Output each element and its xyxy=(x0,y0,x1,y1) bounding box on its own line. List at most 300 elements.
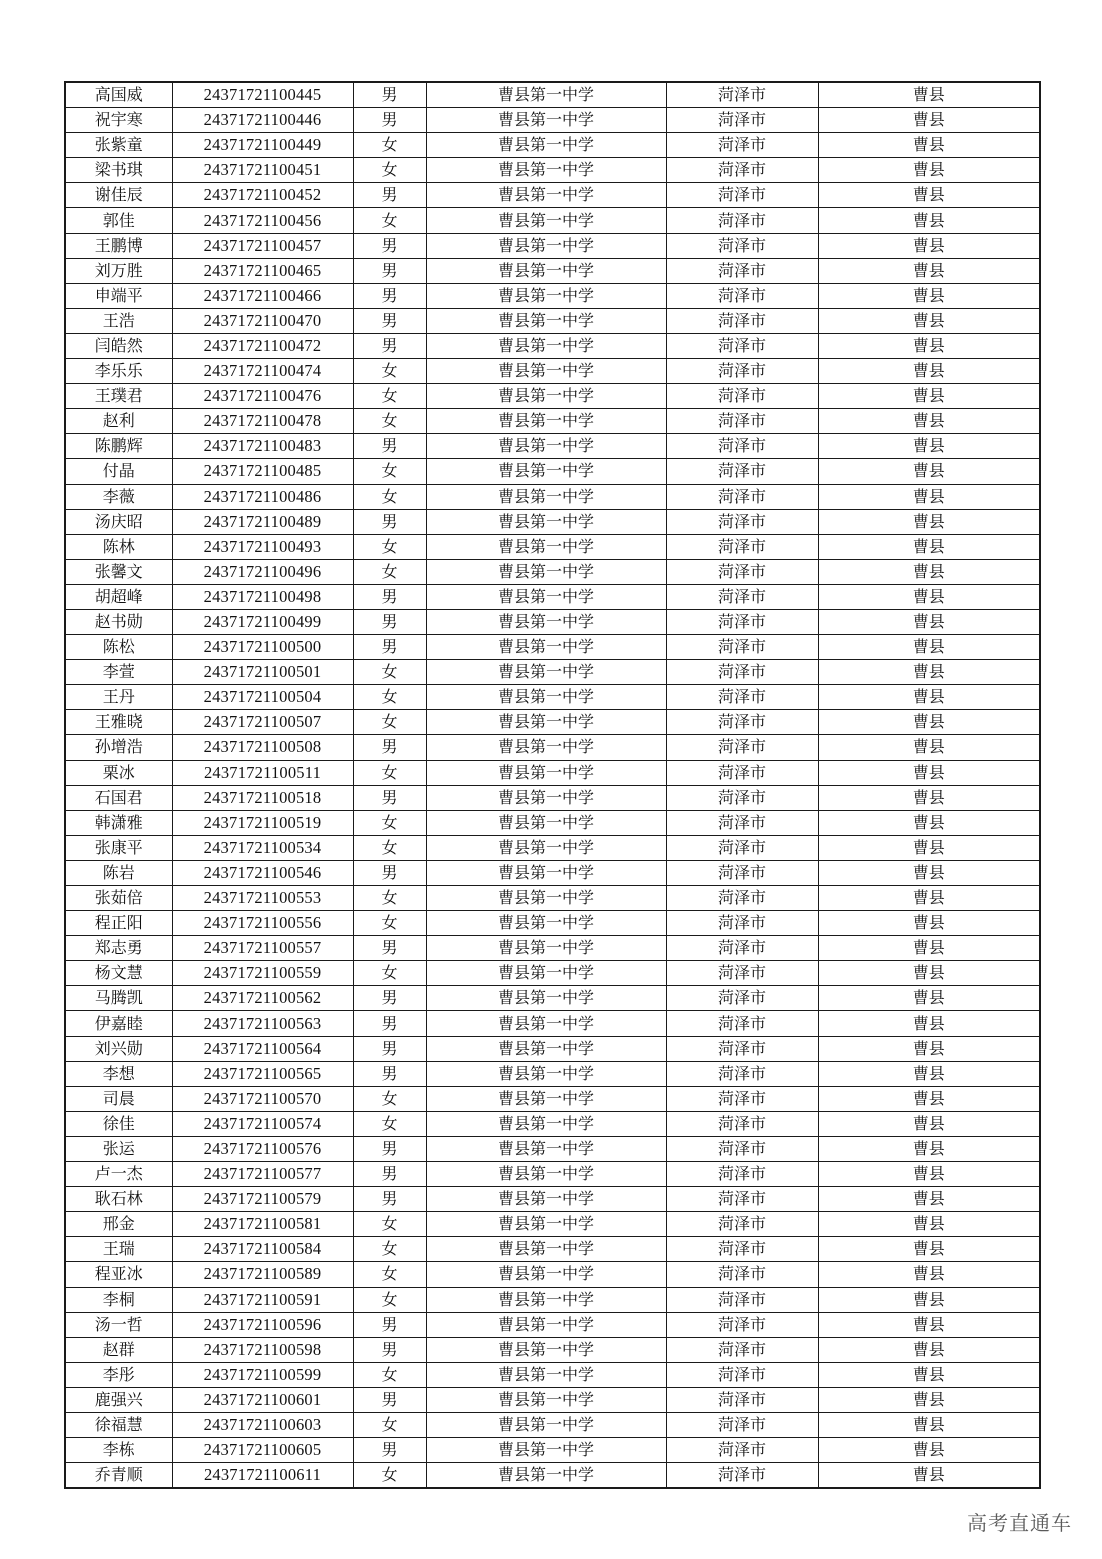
student-exam-id: 24371721100564 xyxy=(172,1036,353,1061)
roster-body xyxy=(65,82,1040,1488)
table-row xyxy=(65,810,1040,835)
student-gender: 女 xyxy=(353,961,426,986)
student-county: 曹县 xyxy=(818,685,1040,710)
student-school: 曹县第一中学 xyxy=(426,258,666,283)
student-gender: 男 xyxy=(353,1162,426,1187)
student-name: 李桐 xyxy=(65,1287,172,1312)
student-school: 曹县第一中学 xyxy=(426,333,666,358)
student-county: 曹县 xyxy=(818,936,1040,961)
table-row xyxy=(65,384,1040,409)
student-gender: 男 xyxy=(353,1061,426,1086)
student-school: 曹县第一中学 xyxy=(426,1162,666,1187)
student-exam-id: 24371721100456 xyxy=(172,208,353,233)
table-row xyxy=(65,459,1040,484)
student-school: 曹县第一中学 xyxy=(426,635,666,660)
student-city: 菏泽市 xyxy=(666,208,818,233)
student-name: 闫皓然 xyxy=(65,333,172,358)
student-school: 曹县第一中学 xyxy=(426,609,666,634)
student-exam-id: 24371721100534 xyxy=(172,835,353,860)
watermark-text: 高考直通车 xyxy=(967,1511,1072,1535)
student-county: 曹县 xyxy=(818,860,1040,885)
student-name: 李萱 xyxy=(65,660,172,685)
student-school: 曹县第一中学 xyxy=(426,359,666,384)
student-name: 赵利 xyxy=(65,409,172,434)
student-city: 菏泽市 xyxy=(666,760,818,785)
student-city: 菏泽市 xyxy=(666,233,818,258)
table-row xyxy=(65,1111,1040,1136)
student-school: 曹县第一中学 xyxy=(426,1337,666,1362)
student-city: 菏泽市 xyxy=(666,1463,818,1489)
student-gender: 男 xyxy=(353,333,426,358)
student-name: 付晶 xyxy=(65,459,172,484)
student-gender: 女 xyxy=(353,810,426,835)
student-name: 梁书琪 xyxy=(65,158,172,183)
student-exam-id: 24371721100598 xyxy=(172,1337,353,1362)
student-name: 徐福慧 xyxy=(65,1412,172,1437)
student-school: 曹县第一中学 xyxy=(426,835,666,860)
student-city: 菏泽市 xyxy=(666,534,818,559)
student-name: 程亚冰 xyxy=(65,1262,172,1287)
student-exam-id: 24371721100501 xyxy=(172,660,353,685)
student-exam-id: 24371721100599 xyxy=(172,1362,353,1387)
table-row xyxy=(65,735,1040,760)
student-school: 曹县第一中学 xyxy=(426,735,666,760)
student-name: 李薇 xyxy=(65,484,172,509)
student-gender: 女 xyxy=(353,1111,426,1136)
student-name: 司晨 xyxy=(65,1086,172,1111)
student-school: 曹县第一中学 xyxy=(426,133,666,158)
student-school: 曹县第一中学 xyxy=(426,1036,666,1061)
student-county: 曹县 xyxy=(818,1136,1040,1161)
student-gender: 男 xyxy=(353,860,426,885)
student-school: 曹县第一中学 xyxy=(426,1312,666,1337)
student-name: 赵群 xyxy=(65,1337,172,1362)
student-name: 张康平 xyxy=(65,835,172,860)
student-gender: 男 xyxy=(353,1187,426,1212)
student-city: 菏泽市 xyxy=(666,1312,818,1337)
student-gender: 女 xyxy=(353,409,426,434)
student-name: 李乐乐 xyxy=(65,359,172,384)
student-gender: 女 xyxy=(353,1212,426,1237)
student-county: 曹县 xyxy=(818,1362,1040,1387)
student-county: 曹县 xyxy=(818,635,1040,660)
student-county: 曹县 xyxy=(818,961,1040,986)
student-gender: 女 xyxy=(353,1412,426,1437)
student-county: 曹县 xyxy=(818,409,1040,434)
student-gender: 女 xyxy=(353,359,426,384)
student-city: 菏泽市 xyxy=(666,710,818,735)
student-county: 曹县 xyxy=(818,434,1040,459)
student-county: 曹县 xyxy=(818,1086,1040,1111)
student-gender: 男 xyxy=(353,936,426,961)
student-city: 菏泽市 xyxy=(666,1212,818,1237)
table-row xyxy=(65,785,1040,810)
student-county: 曹县 xyxy=(818,1162,1040,1187)
student-gender: 女 xyxy=(353,1362,426,1387)
student-exam-id: 24371721100596 xyxy=(172,1312,353,1337)
student-gender: 女 xyxy=(353,911,426,936)
student-name: 王璞君 xyxy=(65,384,172,409)
student-city: 菏泽市 xyxy=(666,986,818,1011)
student-gender: 女 xyxy=(353,534,426,559)
student-gender: 男 xyxy=(353,183,426,208)
student-name: 汤庆昭 xyxy=(65,509,172,534)
student-gender: 男 xyxy=(353,1312,426,1337)
student-gender: 女 xyxy=(353,1287,426,1312)
student-city: 菏泽市 xyxy=(666,509,818,534)
student-exam-id: 24371721100508 xyxy=(172,735,353,760)
student-school: 曹县第一中学 xyxy=(426,208,666,233)
student-school: 曹县第一中学 xyxy=(426,810,666,835)
table-row xyxy=(65,258,1040,283)
table-row xyxy=(65,1337,1040,1362)
student-exam-id: 24371721100557 xyxy=(172,936,353,961)
student-exam-id: 24371721100556 xyxy=(172,911,353,936)
student-city: 菏泽市 xyxy=(666,635,818,660)
table-row xyxy=(65,108,1040,133)
student-county: 曹县 xyxy=(818,1237,1040,1262)
student-county: 曹县 xyxy=(818,208,1040,233)
table-row xyxy=(65,886,1040,911)
student-gender: 男 xyxy=(353,434,426,459)
student-school: 曹县第一中学 xyxy=(426,158,666,183)
table-row xyxy=(65,1011,1040,1036)
student-county: 曹县 xyxy=(818,509,1040,534)
student-gender: 男 xyxy=(353,635,426,660)
student-city: 菏泽市 xyxy=(666,108,818,133)
table-row xyxy=(65,534,1040,559)
table-row xyxy=(65,685,1040,710)
student-city: 菏泽市 xyxy=(666,1061,818,1086)
table-row xyxy=(65,434,1040,459)
student-gender: 男 xyxy=(353,258,426,283)
student-city: 菏泽市 xyxy=(666,258,818,283)
student-name: 程正阳 xyxy=(65,911,172,936)
student-gender: 女 xyxy=(353,685,426,710)
student-county: 曹县 xyxy=(818,1187,1040,1212)
student-city: 菏泽市 xyxy=(666,133,818,158)
student-exam-id: 24371721100498 xyxy=(172,584,353,609)
student-name: 陈鹏辉 xyxy=(65,434,172,459)
student-gender: 男 xyxy=(353,1337,426,1362)
student-exam-id: 24371721100496 xyxy=(172,559,353,584)
student-gender: 女 xyxy=(353,158,426,183)
student-county: 曹县 xyxy=(818,1387,1040,1412)
table-row xyxy=(65,509,1040,534)
student-school: 曹县第一中学 xyxy=(426,986,666,1011)
student-city: 菏泽市 xyxy=(666,1337,818,1362)
student-exam-id: 24371721100565 xyxy=(172,1061,353,1086)
student-county: 曹县 xyxy=(818,1412,1040,1437)
student-school: 曹县第一中学 xyxy=(426,1212,666,1237)
student-exam-id: 24371721100449 xyxy=(172,133,353,158)
student-city: 菏泽市 xyxy=(666,609,818,634)
student-name: 郑志勇 xyxy=(65,936,172,961)
student-name: 高国威 xyxy=(65,82,172,108)
student-gender: 男 xyxy=(353,82,426,108)
student-school: 曹县第一中学 xyxy=(426,710,666,735)
student-gender: 男 xyxy=(353,1136,426,1161)
student-gender: 女 xyxy=(353,484,426,509)
table-row xyxy=(65,1312,1040,1337)
student-school: 曹县第一中学 xyxy=(426,1136,666,1161)
student-gender: 男 xyxy=(353,283,426,308)
student-school: 曹县第一中学 xyxy=(426,1387,666,1412)
student-city: 菏泽市 xyxy=(666,82,818,108)
table-row xyxy=(65,484,1040,509)
student-gender: 女 xyxy=(353,835,426,860)
student-county: 曹县 xyxy=(818,333,1040,358)
student-exam-id: 24371721100574 xyxy=(172,1111,353,1136)
student-county: 曹县 xyxy=(818,835,1040,860)
student-gender: 女 xyxy=(353,710,426,735)
student-exam-id: 24371721100504 xyxy=(172,685,353,710)
student-gender: 男 xyxy=(353,308,426,333)
student-exam-id: 24371721100576 xyxy=(172,1136,353,1161)
student-exam-id: 24371721100446 xyxy=(172,108,353,133)
student-exam-id: 24371721100472 xyxy=(172,333,353,358)
student-school: 曹县第一中学 xyxy=(426,936,666,961)
student-county: 曹县 xyxy=(818,986,1040,1011)
student-exam-id: 24371721100546 xyxy=(172,860,353,885)
student-gender: 男 xyxy=(353,735,426,760)
student-county: 曹县 xyxy=(818,584,1040,609)
student-name: 孙增浩 xyxy=(65,735,172,760)
student-name: 乔青顺 xyxy=(65,1463,172,1489)
student-name: 祝宇寒 xyxy=(65,108,172,133)
table-row xyxy=(65,133,1040,158)
student-school: 曹县第一中学 xyxy=(426,1412,666,1437)
table-row xyxy=(65,860,1040,885)
student-gender: 男 xyxy=(353,1387,426,1412)
table-row xyxy=(65,183,1040,208)
student-name: 申端平 xyxy=(65,283,172,308)
student-name: 张紫童 xyxy=(65,133,172,158)
student-name: 马腾凯 xyxy=(65,986,172,1011)
student-city: 菏泽市 xyxy=(666,785,818,810)
student-city: 菏泽市 xyxy=(666,1412,818,1437)
student-gender: 女 xyxy=(353,559,426,584)
student-exam-id: 24371721100499 xyxy=(172,609,353,634)
student-gender: 女 xyxy=(353,660,426,685)
student-county: 曹县 xyxy=(818,233,1040,258)
student-county: 曹县 xyxy=(818,1011,1040,1036)
student-name: 韩潇雅 xyxy=(65,810,172,835)
table-row xyxy=(65,359,1040,384)
student-gender: 男 xyxy=(353,1438,426,1463)
table-row xyxy=(65,158,1040,183)
student-name: 张运 xyxy=(65,1136,172,1161)
student-exam-id: 24371721100478 xyxy=(172,409,353,434)
student-gender: 女 xyxy=(353,886,426,911)
student-school: 曹县第一中学 xyxy=(426,1438,666,1463)
table-row xyxy=(65,1086,1040,1111)
student-county: 曹县 xyxy=(818,384,1040,409)
student-exam-id: 24371721100570 xyxy=(172,1086,353,1111)
student-county: 曹县 xyxy=(818,911,1040,936)
student-city: 菏泽市 xyxy=(666,1187,818,1212)
student-county: 曹县 xyxy=(818,534,1040,559)
student-city: 菏泽市 xyxy=(666,158,818,183)
student-city: 菏泽市 xyxy=(666,1162,818,1187)
student-name: 李彤 xyxy=(65,1362,172,1387)
table-row xyxy=(65,1187,1040,1212)
table-row xyxy=(65,559,1040,584)
student-gender: 女 xyxy=(353,384,426,409)
table-row xyxy=(65,1362,1040,1387)
table-row xyxy=(65,233,1040,258)
student-county: 曹县 xyxy=(818,1262,1040,1287)
table-row xyxy=(65,1136,1040,1161)
student-county: 曹县 xyxy=(818,1287,1040,1312)
student-city: 菏泽市 xyxy=(666,1387,818,1412)
student-exam-id: 24371721100465 xyxy=(172,258,353,283)
student-exam-id: 24371721100457 xyxy=(172,233,353,258)
student-county: 曹县 xyxy=(818,133,1040,158)
student-city: 菏泽市 xyxy=(666,484,818,509)
student-school: 曹县第一中学 xyxy=(426,82,666,108)
student-county: 曹县 xyxy=(818,158,1040,183)
student-city: 菏泽市 xyxy=(666,685,818,710)
student-city: 菏泽市 xyxy=(666,384,818,409)
student-city: 菏泽市 xyxy=(666,559,818,584)
student-school: 曹县第一中学 xyxy=(426,1111,666,1136)
student-county: 曹县 xyxy=(818,1337,1040,1362)
student-gender: 女 xyxy=(353,1262,426,1287)
student-city: 菏泽市 xyxy=(666,911,818,936)
table-row xyxy=(65,635,1040,660)
student-county: 曹县 xyxy=(818,559,1040,584)
table-row xyxy=(65,409,1040,434)
student-city: 菏泽市 xyxy=(666,434,818,459)
table-row xyxy=(65,1463,1040,1489)
student-county: 曹县 xyxy=(818,810,1040,835)
table-row xyxy=(65,1237,1040,1262)
student-name: 鹿强兴 xyxy=(65,1387,172,1412)
table-row xyxy=(65,1061,1040,1086)
student-city: 菏泽市 xyxy=(666,1262,818,1287)
student-city: 菏泽市 xyxy=(666,1136,818,1161)
table-row xyxy=(65,1412,1040,1437)
student-name: 李想 xyxy=(65,1061,172,1086)
student-name: 王丹 xyxy=(65,685,172,710)
student-exam-id: 24371721100601 xyxy=(172,1387,353,1412)
student-county: 曹县 xyxy=(818,359,1040,384)
student-county: 曹县 xyxy=(818,1111,1040,1136)
student-city: 菏泽市 xyxy=(666,1086,818,1111)
table-row xyxy=(65,1162,1040,1187)
student-city: 菏泽市 xyxy=(666,1111,818,1136)
student-exam-id: 24371721100603 xyxy=(172,1412,353,1437)
student-county: 曹县 xyxy=(818,609,1040,634)
student-city: 菏泽市 xyxy=(666,183,818,208)
table-row xyxy=(65,1387,1040,1412)
student-school: 曹县第一中学 xyxy=(426,660,666,685)
student-name: 耿石林 xyxy=(65,1187,172,1212)
table-row xyxy=(65,82,1040,108)
student-exam-id: 24371721100483 xyxy=(172,434,353,459)
table-row xyxy=(65,1287,1040,1312)
student-gender: 男 xyxy=(353,233,426,258)
student-name: 汤一哲 xyxy=(65,1312,172,1337)
table-row xyxy=(65,961,1040,986)
student-county: 曹县 xyxy=(818,760,1040,785)
student-school: 曹县第一中学 xyxy=(426,384,666,409)
student-school: 曹县第一中学 xyxy=(426,559,666,584)
student-gender: 女 xyxy=(353,208,426,233)
student-city: 菏泽市 xyxy=(666,308,818,333)
student-county: 曹县 xyxy=(818,308,1040,333)
student-county: 曹县 xyxy=(818,710,1040,735)
student-name: 李栋 xyxy=(65,1438,172,1463)
student-gender: 女 xyxy=(353,760,426,785)
student-school: 曹县第一中学 xyxy=(426,961,666,986)
student-name: 赵书勋 xyxy=(65,609,172,634)
student-school: 曹县第一中学 xyxy=(426,911,666,936)
student-school: 曹县第一中学 xyxy=(426,308,666,333)
student-city: 菏泽市 xyxy=(666,459,818,484)
student-gender: 男 xyxy=(353,509,426,534)
table-row xyxy=(65,936,1040,961)
student-name: 邢金 xyxy=(65,1212,172,1237)
student-name: 陈林 xyxy=(65,534,172,559)
student-county: 曹县 xyxy=(818,785,1040,810)
student-exam-id: 24371721100611 xyxy=(172,1463,353,1489)
student-exam-id: 24371721100486 xyxy=(172,484,353,509)
student-name: 王瑞 xyxy=(65,1237,172,1262)
student-exam-id: 24371721100591 xyxy=(172,1287,353,1312)
student-exam-id: 24371721100553 xyxy=(172,886,353,911)
student-gender: 女 xyxy=(353,1237,426,1262)
student-county: 曹县 xyxy=(818,108,1040,133)
student-exam-id: 24371721100474 xyxy=(172,359,353,384)
student-school: 曹县第一中学 xyxy=(426,1061,666,1086)
student-school: 曹县第一中学 xyxy=(426,760,666,785)
student-exam-id: 24371721100562 xyxy=(172,986,353,1011)
student-city: 菏泽市 xyxy=(666,359,818,384)
student-city: 菏泽市 xyxy=(666,333,818,358)
student-exam-id: 24371721100511 xyxy=(172,760,353,785)
student-county: 曹县 xyxy=(818,484,1040,509)
student-exam-id: 24371721100452 xyxy=(172,183,353,208)
student-school: 曹县第一中学 xyxy=(426,1086,666,1111)
student-city: 菏泽市 xyxy=(666,1036,818,1061)
student-school: 曹县第一中学 xyxy=(426,459,666,484)
student-exam-id: 24371721100470 xyxy=(172,308,353,333)
student-school: 曹县第一中学 xyxy=(426,283,666,308)
table-row xyxy=(65,835,1040,860)
table-row xyxy=(65,584,1040,609)
student-gender: 女 xyxy=(353,1086,426,1111)
student-county: 曹县 xyxy=(818,1061,1040,1086)
student-school: 曹县第一中学 xyxy=(426,1362,666,1387)
student-gender: 男 xyxy=(353,785,426,810)
student-school: 曹县第一中学 xyxy=(426,534,666,559)
student-school: 曹县第一中学 xyxy=(426,1011,666,1036)
table-row xyxy=(65,1212,1040,1237)
student-city: 菏泽市 xyxy=(666,1438,818,1463)
student-county: 曹县 xyxy=(818,183,1040,208)
student-county: 曹县 xyxy=(818,886,1040,911)
student-name: 王浩 xyxy=(65,308,172,333)
student-school: 曹县第一中学 xyxy=(426,1463,666,1489)
student-exam-id: 24371721100559 xyxy=(172,961,353,986)
student-school: 曹县第一中学 xyxy=(426,584,666,609)
student-exam-id: 24371721100518 xyxy=(172,785,353,810)
table-row xyxy=(65,1262,1040,1287)
student-county: 曹县 xyxy=(818,283,1040,308)
student-city: 菏泽市 xyxy=(666,810,818,835)
